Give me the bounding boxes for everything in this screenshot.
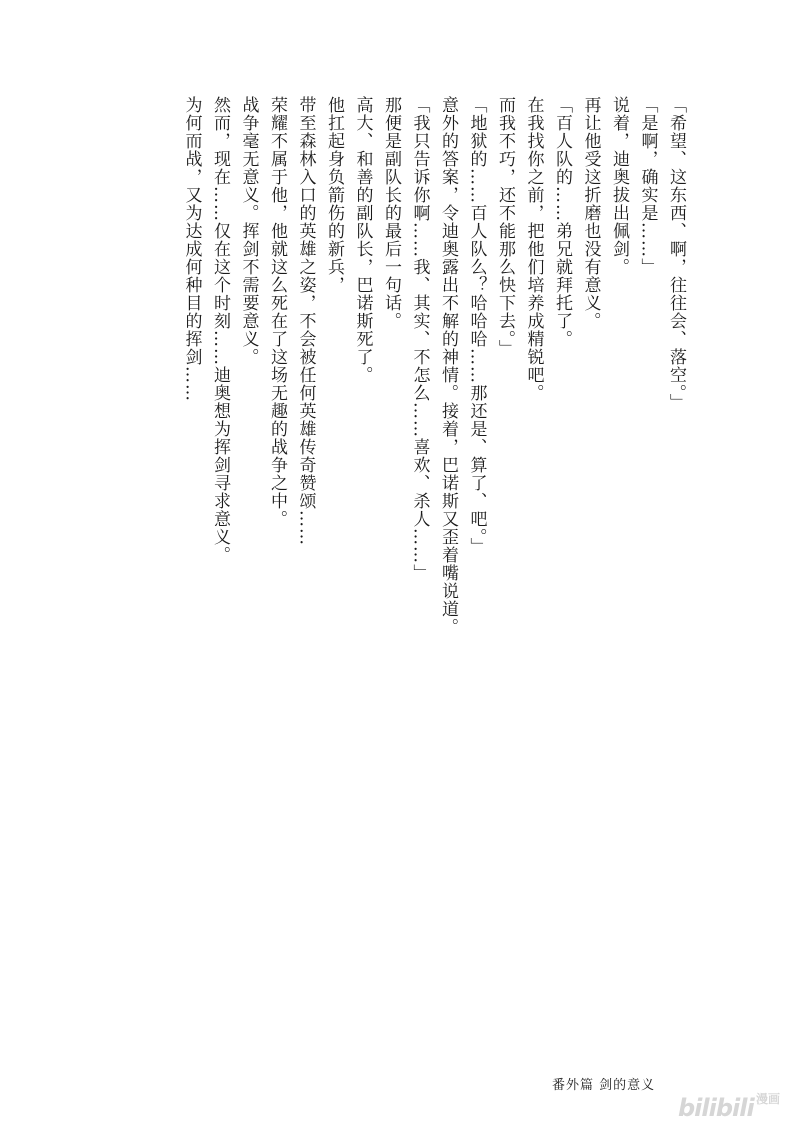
- vertical-body-text: [177, 96, 690, 976]
- text-line: 「我只告诉你啊……我、其实、不怎么……喜欢、杀人……」: [409, 96, 430, 582]
- text-line: 然而，现在……仅在这个时刻……迪奥想为挥剑寻求意义。: [210, 96, 230, 564]
- text-line: 意外的答案，令迪奥露出不解的神情。接着，巴诺斯又歪着嘴说道。: [438, 96, 458, 636]
- text-line: 说着，迪奥拔出佩剑。: [609, 96, 629, 276]
- bilibili-comics-watermark: [678, 1090, 790, 1130]
- text-line: 荣耀不属于他，他就这么死在了这场无趣的战争之中。: [267, 96, 287, 528]
- text-line: 高大、和善的副队长，巴诺斯死了。: [352, 96, 373, 384]
- chapter-title-footer: 番外篇 剑的意义: [552, 1078, 656, 1093]
- bilibili-logo: bilibili: [678, 1094, 754, 1122]
- text-line: 「希望、这东西、啊，往往会、落空。」: [666, 96, 686, 412]
- text-line: 他扛起身负箭伤的新兵，: [324, 96, 344, 294]
- text-line: 「百人队的……弟兄就拜托了。: [552, 96, 572, 348]
- text-line: 战争毫无意义。挥剑不需要意义。: [238, 96, 259, 366]
- text-line: 而我不巧，还不能那么快下去。」: [495, 96, 515, 358]
- text-line: 为何而战，又为达成何种目的挥剑……: [181, 96, 202, 402]
- watermark-label: 漫画: [756, 1092, 781, 1106]
- text-line: 在我找你之前，把他们培养成精锐吧。: [523, 96, 544, 402]
- text-line: 再让他受这折磨也没有意义。: [580, 96, 601, 330]
- text-line: 那便是副队长的最后一句话。: [381, 96, 401, 330]
- text-line: 「地狱的……百人队么？哈哈哈……那还是、算了、吧。」: [466, 96, 487, 556]
- text-line: 「是啊，确实是……」: [637, 96, 658, 276]
- text-line: 带至森林入口的英雄之姿，不会被任何英雄传奇赞颂……: [295, 96, 316, 546]
